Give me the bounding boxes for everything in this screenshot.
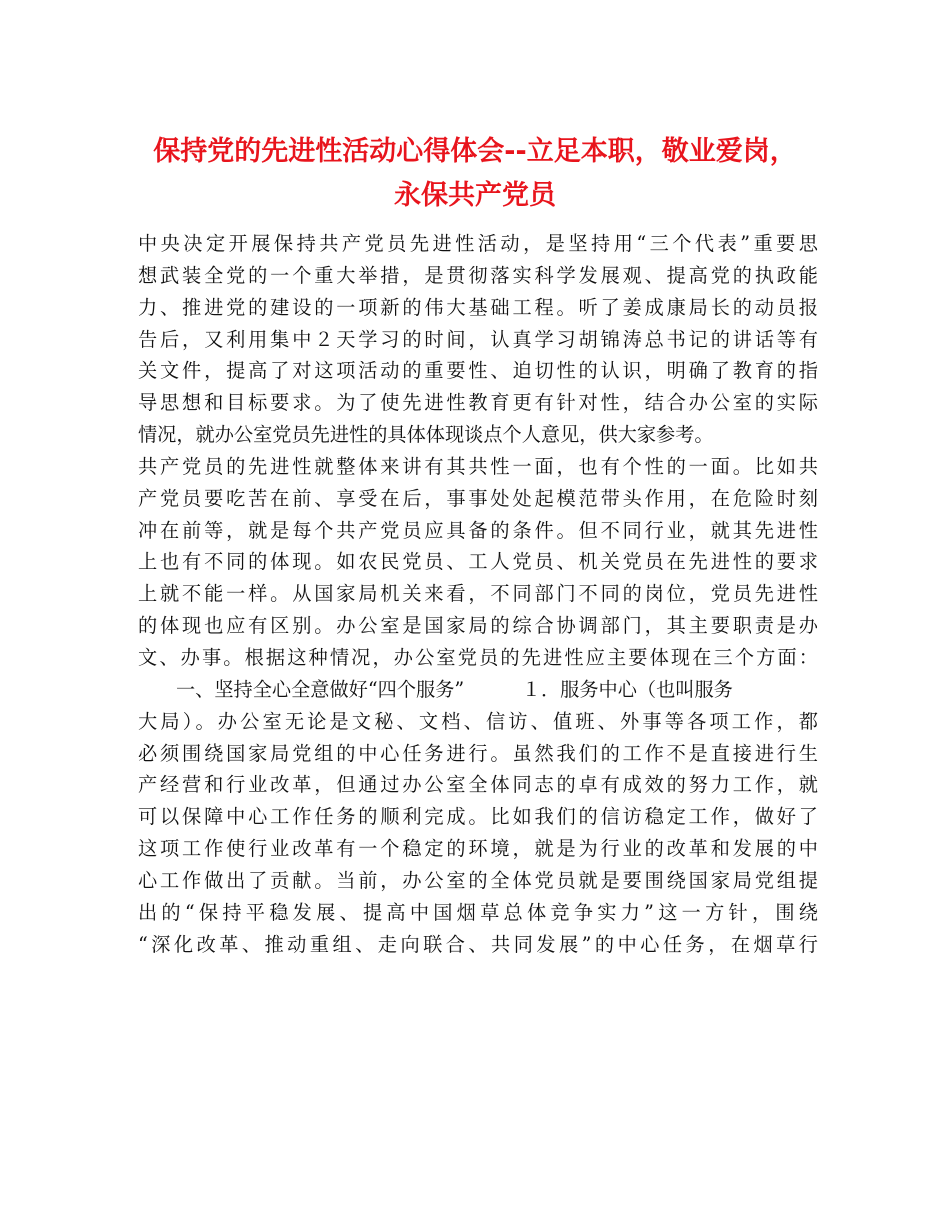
body-line: 想武装全党的一个重大举措，是贯彻落实科学发展观、提高党的执政能 [138, 263, 818, 287]
document-title-line-2: 永保共产党员 [394, 180, 556, 211]
body-line: 的体现也应有区别。办公室是国家局的综合协调部门，其主要职责是办 [138, 614, 818, 638]
body-line: 心工作做出了贡献。当前，办公室的全体党员就是要围绕国家局党组提 [138, 868, 818, 892]
body-line: 上就不能一样。从国家局机关来看，不同部门不同的岗位，党员先进性 [138, 582, 818, 606]
section-heading-line: 一、坚持全心全意做好“四个服务” １．服务中心（也叫服务 [176, 677, 733, 701]
body-line: 出的“保持平稳发展、提高中国烟草总体竞争实力”这一方针，围绕 [138, 900, 818, 924]
body-line: 大局）。办公室无论是文秘、文档、信访、值班、外事等各项工作，都 [138, 709, 818, 733]
body-line: 共产党员的先进性就整体来讲有其共性一面，也有个性的一面。比如共 [138, 454, 818, 478]
body-line: 导思想和目标要求。为了使先进性教育更有针对性，结合办公室的实际 [138, 391, 818, 415]
body-line: 中央决定开展保持共产党员先进性活动，是坚持用“三个代表”重要思 [138, 232, 818, 255]
body-line: 可以保障中心工作任务的顺利完成。比如我们的信访稳定工作，做好了 [138, 805, 818, 829]
body-line: 告后，又利用集中２天学习的时间，认真学习胡锦涛总书记的讲话等有 [138, 327, 818, 351]
document-title-line-1: 保持党的先进性活动心得体会--立足本职，敬业爱岗， [153, 136, 797, 167]
body-line: 这项工作使行业改革有一个稳定的环境，就是为行业的改革和发展的中 [138, 837, 818, 861]
body-line: 产党员要吃苦在前、享受在后，事事处处起模范带头作用，在危险时刻 [138, 486, 818, 510]
body-line: 冲在前等，就是每个共产党员应具备的条件。但不同行业，就其先进性 [138, 518, 818, 542]
document-body [138, 228, 818, 960]
body-line: “深化改革、推动重组、走向联合、共同发展”的中心任务，在烟草行 [138, 932, 818, 956]
body-line: 必须围绕国家局党组的中心任务进行。虽然我们的工作不是直接进行生 [138, 741, 818, 765]
body-line: 力、推进党的建设的一项新的伟大基础工程。听了姜成康局长的动员报 [138, 295, 818, 319]
body-line: 产经营和行业改革，但通过办公室全体同志的卓有成效的努力工作，就 [138, 773, 818, 797]
body-line: 情况，就办公室党员先进性的具体体现谈点个人意见，供大家参考。 [138, 423, 714, 447]
body-line: 上也有不同的体现。如农民党员、工人党员、机关党员在先进性的要求 [138, 550, 818, 574]
body-line: 文、办事。根据这种情况，办公室党员的先进性应主要体现在三个方面： [138, 645, 818, 669]
body-line: 关文件，提高了对这项活动的重要性、迫切性的认识，明确了教育的指 [138, 359, 818, 383]
